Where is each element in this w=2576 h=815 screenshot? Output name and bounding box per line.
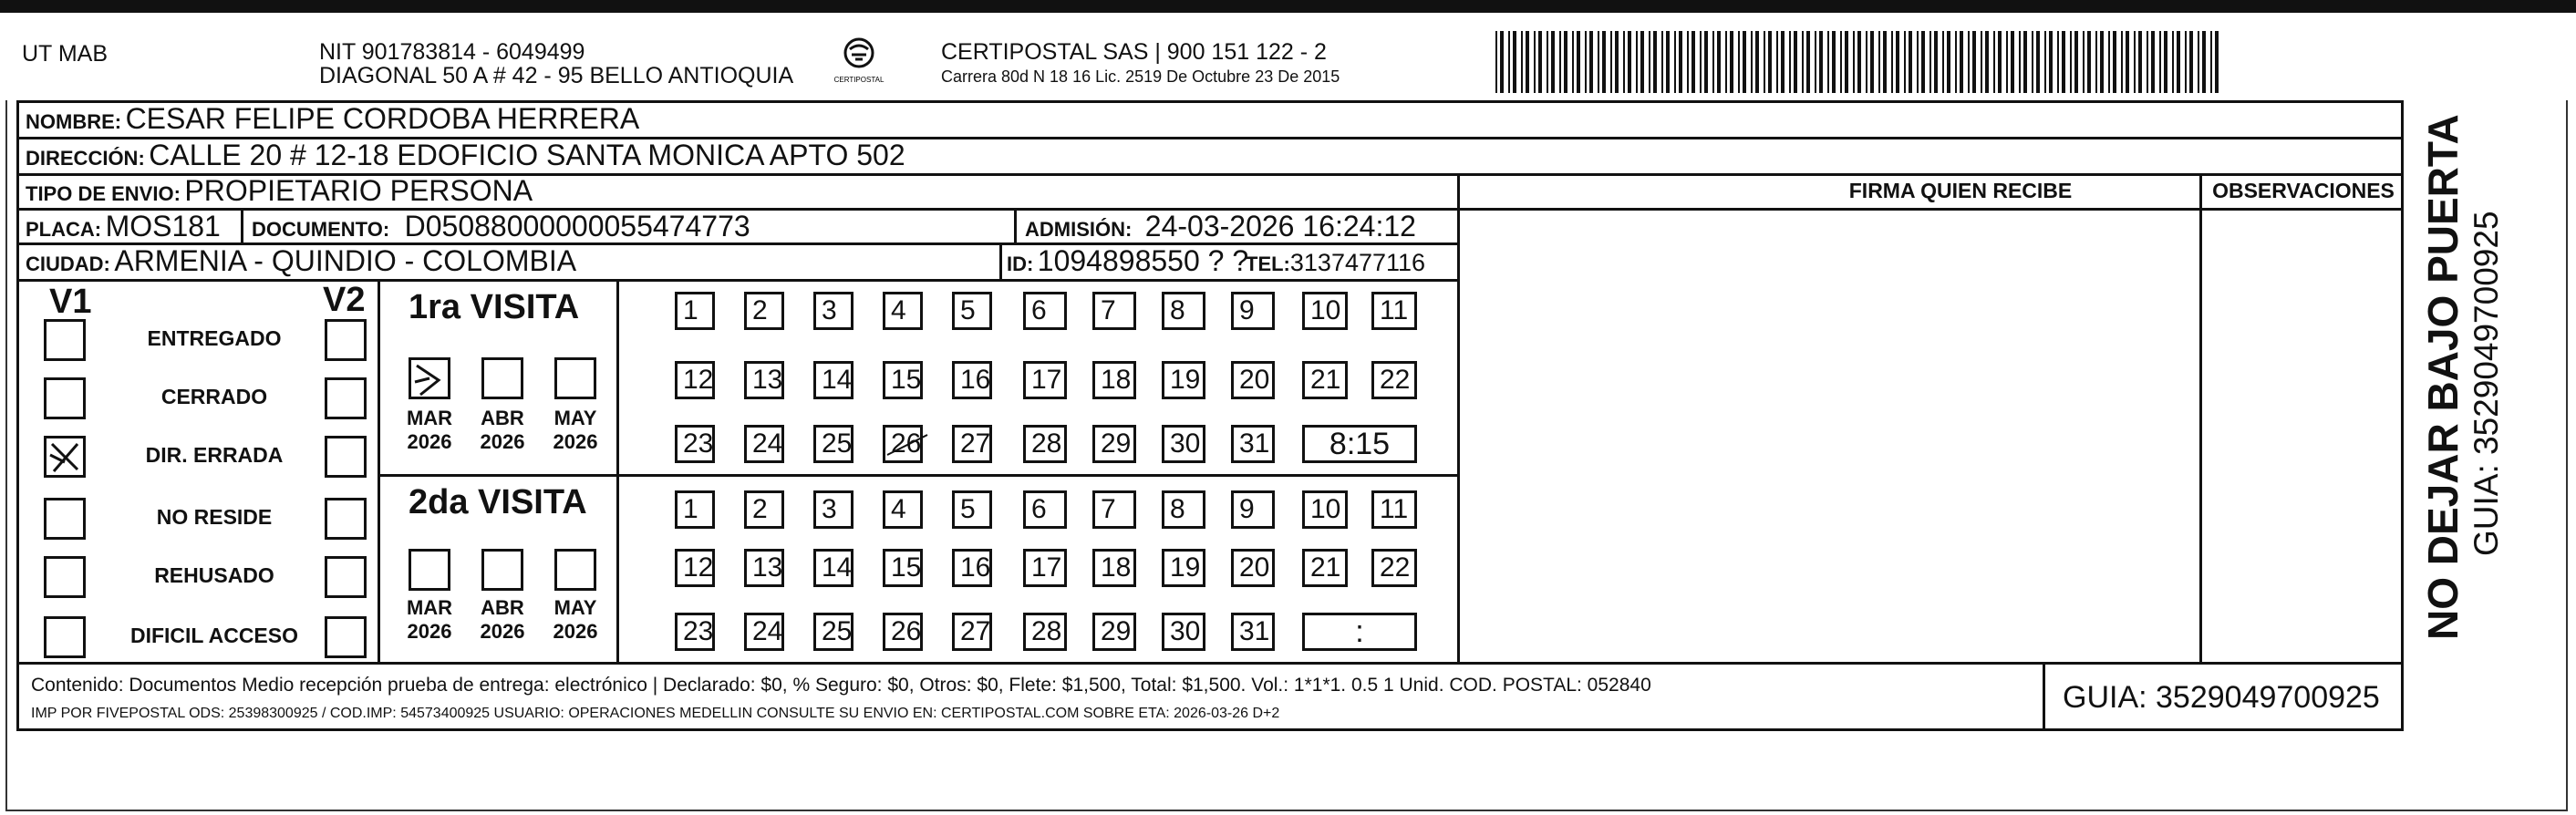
sender-nit: NIT 901783814 - 6049499: [319, 39, 585, 65]
direccion-value: CALLE 20 # 12-18 EDOFICIO SANTA MONICA APTO 502: [149, 139, 905, 171]
footer-content: Contenido: Documentos Medio recepción prueba de entrega: electrónico | Declarado: $0, % Seguro: $0, Otros: $0, Flete: $1,500, Total: $1,500. Vol.: 1*1*1. 0.5 1 Unid. COD. POSTAL: 052840: [31, 675, 1651, 696]
day-number: 2: [752, 494, 768, 524]
day-number: 15: [891, 552, 922, 583]
tel-value: 3137477116: [1289, 249, 1426, 276]
documento-label: DOCUMENTO:: [252, 218, 390, 241]
day-number: 12: [683, 365, 714, 395]
firma-header: FIRMA QUIEN RECIBE: [1848, 179, 2073, 202]
day-number: 24: [752, 616, 783, 646]
day-number: 21: [1310, 365, 1341, 395]
day-number: 26: [891, 616, 922, 646]
ciudad-label: CIUDAD:: [26, 253, 110, 275]
day-number: 6: [1031, 494, 1047, 524]
nombre-label: NOMBRE:: [26, 110, 122, 133]
day-number: 5: [960, 494, 976, 524]
top-border-bar: [0, 0, 2576, 13]
day-number: 3: [822, 494, 837, 524]
day-number: 27: [960, 428, 991, 459]
second-visit-title: 2da VISITA: [409, 483, 587, 521]
day-number: 9: [1239, 295, 1255, 325]
day-number: 31: [1239, 428, 1270, 459]
day-number: 7: [1101, 494, 1116, 524]
side-guia: GUIA: 3529049700925: [2467, 211, 2505, 556]
status-label: ENTREGADO: [147, 326, 282, 350]
svg-text:CERTIPOSTAL: CERTIPOSTAL: [833, 76, 885, 84]
day-number: 10: [1310, 494, 1341, 524]
day-number: 23: [683, 616, 714, 646]
day-number: 28: [1031, 616, 1062, 646]
day-number: 25: [822, 428, 853, 459]
day-number: 20: [1239, 552, 1270, 583]
barcode: [1495, 31, 2225, 93]
id-value: 1094898550 ? ?: [1037, 244, 1249, 277]
month-label: MAR 2026: [406, 407, 453, 453]
certipostal-logo: [832, 36, 886, 86]
day-number: 6: [1031, 295, 1047, 325]
admision-value: 24-03-2026 16:24:12: [1144, 210, 1416, 242]
day-number: 19: [1170, 365, 1201, 395]
time-box[interactable]: :: [1302, 613, 1417, 651]
company-license: Carrera 80d N 18 16 Lic. 2519 De Octubre 23 De 2015: [941, 67, 1340, 86]
day-number: 14: [822, 552, 853, 583]
day-number: 4: [891, 295, 906, 325]
day-number: 8: [1170, 494, 1185, 524]
day-number: 18: [1101, 365, 1132, 395]
tel-label: TEL:: [1246, 253, 1290, 275]
status-label: NO RESIDE: [156, 505, 273, 529]
status-label: CERRADO: [160, 385, 268, 408]
day-number: 1: [683, 295, 698, 325]
outer-frame: [5, 100, 2568, 811]
day-number: 13: [752, 552, 783, 583]
day-number: 30: [1170, 428, 1201, 459]
day-number: 10: [1310, 295, 1341, 325]
placa-label: PLACA:: [26, 218, 102, 241]
day-number: 15: [891, 365, 922, 395]
day-number: 17: [1031, 365, 1062, 395]
month-label: MAR 2026: [406, 596, 453, 643]
ciudad-value: ARMENIA - QUINDIO - COLOMBIA: [114, 244, 577, 277]
day-number: 12: [683, 552, 714, 583]
month-label: ABR 2026: [480, 407, 525, 453]
day-number: 27: [960, 616, 991, 646]
sender-name: UT MAB: [22, 41, 108, 67]
day-number: 29: [1101, 616, 1132, 646]
direccion-label: DIRECCIÓN:: [26, 147, 145, 170]
day-number: 1: [683, 494, 698, 524]
day-number: 25: [822, 616, 853, 646]
first-visit-title: 1ra VISITA: [409, 288, 580, 326]
day-number: 29: [1101, 428, 1132, 459]
day-number: 19: [1170, 552, 1201, 583]
v2-header: V2: [323, 281, 366, 319]
observaciones-header: OBSERVACIONES: [2212, 179, 2395, 202]
status-label: DIFICIL ACCESO: [129, 624, 298, 647]
day-number: 21: [1310, 552, 1341, 583]
day-number: 28: [1031, 428, 1062, 459]
day-number: 22: [1380, 552, 1411, 583]
nombre-value: CESAR FELIPE CORDOBA HERRERA: [125, 102, 640, 135]
tipo-label: TIPO DE ENVIO:: [26, 182, 181, 205]
month-label: MAY 2026: [553, 596, 598, 643]
sender-address: DIAGONAL 50 A # 42 - 95 BELLO ANTIOQUIA: [319, 63, 794, 88]
day-number: 11: [1380, 295, 1409, 325]
day-number: 17: [1031, 552, 1062, 583]
day-number: 7: [1101, 295, 1116, 325]
day-number: 11: [1380, 494, 1409, 524]
month-label: ABR 2026: [480, 596, 525, 643]
status-label: DIR. ERRADA: [145, 443, 284, 467]
month-label: MAY 2026: [553, 407, 598, 453]
day-number: 3: [822, 295, 837, 325]
status-label: REHUSADO: [154, 563, 274, 587]
day-number: 24: [752, 428, 783, 459]
day-number: 16: [960, 552, 991, 583]
day-number: 23: [683, 428, 714, 459]
v1-header: V1: [49, 283, 92, 321]
day-number: 22: [1380, 365, 1411, 395]
day-number: 4: [891, 494, 906, 524]
day-number: 9: [1239, 494, 1255, 524]
day-number: 30: [1170, 616, 1201, 646]
company-name: CERTIPOSTAL SAS | 900 151 122 - 2: [941, 39, 1327, 65]
placa-value: MOS181: [105, 210, 221, 242]
day-number: 18: [1101, 552, 1132, 583]
footer-guia: GUIA: 3529049700925: [2063, 680, 2380, 715]
day-number: 2: [752, 295, 768, 325]
day-number: 26: [891, 428, 922, 459]
id-label: ID:: [1007, 253, 1034, 275]
tipo-value: PROPIETARIO PERSONA: [184, 174, 533, 207]
day-number: 16: [960, 365, 991, 395]
day-number: 13: [752, 365, 783, 395]
side-notice: NO DEJAR BAJO PUERTA: [2419, 114, 2467, 640]
day-number: 8: [1170, 295, 1185, 325]
time-box[interactable]: 8:15: [1302, 425, 1417, 463]
day-number: 5: [960, 295, 976, 325]
day-number: 14: [822, 365, 853, 395]
admision-label: ADMISIÓN:: [1025, 218, 1133, 241]
footer-impresion: IMP POR FIVEPOSTAL ODS: 25398300925 / COD.IMP: 54573400925 USUARIO: OPERACIONES MEDELLIN CONSULTE SU ENVIO EN: CERTIPOSTAL.COM SOBRE ETA: 2026-03-26 D+2: [31, 706, 1280, 721]
documento-value: D05088000000055474773: [404, 210, 750, 242]
day-number: 20: [1239, 365, 1270, 395]
day-number: 31: [1239, 616, 1270, 646]
